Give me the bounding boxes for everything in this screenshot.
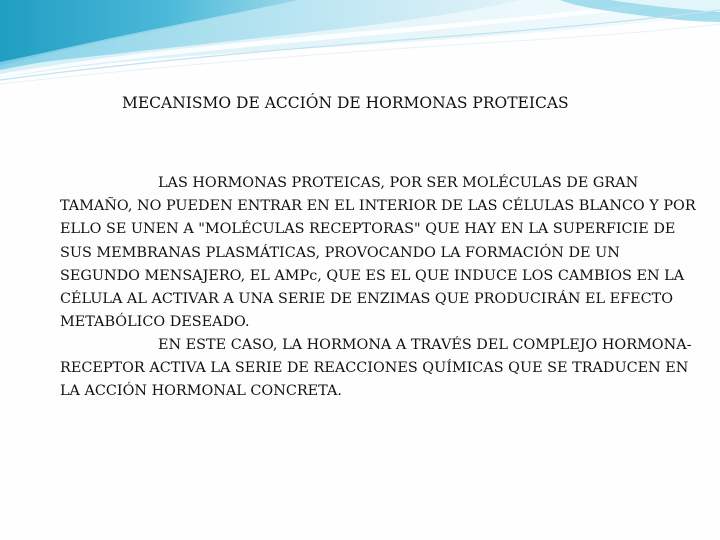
decorative-wave-header [0, 0, 720, 90]
slide-title: MECANISMO DE ACCIÓN DE HORMONAS PROTEICAS [122, 94, 569, 112]
paragraph-2: EN ESTE CASO, LA HORMONA A TRAVÉS DEL COMPLEJO HORMONA-RECEPTOR ACTIVA LA SERIE DE REACCIONES QUÍMICAS QUE SE TRADUCEN EN LA ACCIÓN HORMONAL CONCRETA. [60, 337, 692, 400]
paragraph-1: LAS HORMONAS PROTEICAS, POR SER MOLÉCULAS DE GRAN TAMAÑO, NO PUEDEN ENTRAR EN EL INTERIOR DE LAS CÉLULAS BLANCO Y POR ELLO SE UNEN A "MOLÉCULAS RECEPTORAS" QUE HAY EN LA SUPERFICIE DE SUS MEMBRANAS PLASMÁTICAS, PROVOCANDO LA FORMACIÓN DE UN SEGUNDO MENSAJERO, EL AMPc, QUE ES EL QUE INDUCE LOS CAMBIOS EN LA CÉLULA AL ACTIVAR A UNA SERIE DE ENZIMAS QUE PRODUCIRÁN EL EFECTO METABÓLICO DESEADO. [60, 175, 696, 331]
